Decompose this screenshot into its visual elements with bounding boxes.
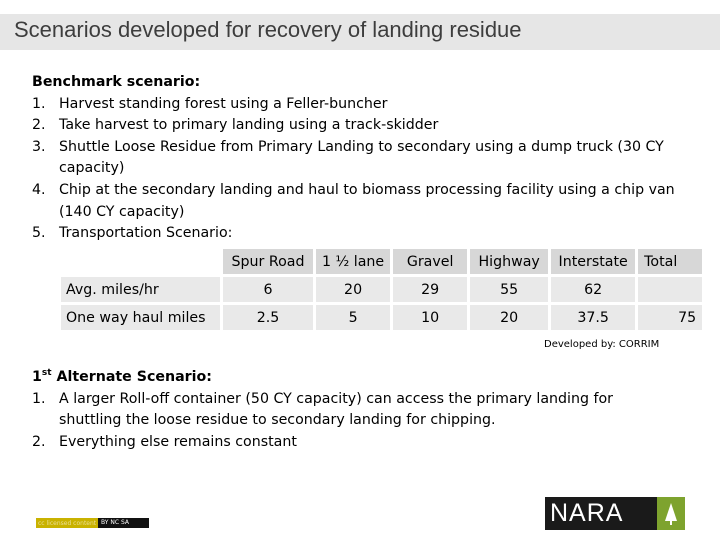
list-item — [32, 432, 672, 454]
license-terms: BY NC SA — [98, 518, 149, 528]
list-number: 4. — [32, 181, 46, 198]
list-number: 2. — [32, 117, 46, 134]
nara-logo — [545, 497, 685, 530]
column-header: Interstate — [551, 249, 635, 274]
table-cell: 29 — [393, 277, 467, 302]
list-item — [32, 137, 692, 180]
list-number: 2. — [32, 433, 46, 450]
list-text: Transportation Scenario: — [59, 225, 233, 242]
tree-icon — [657, 497, 685, 530]
list-text: Shuttle Loose Residue from Primary Landing to secondary using a dump truck (30 CY capacity) — [59, 138, 664, 177]
column-header: 1 ½ lane — [316, 249, 390, 274]
row-label: Avg. miles/hr — [61, 277, 220, 302]
benchmark-section — [32, 72, 692, 245]
row-label: One way haul miles — [61, 305, 220, 330]
table-corner — [61, 249, 220, 274]
benchmark-steps — [32, 94, 692, 245]
logo-wordmark: NARA — [545, 497, 657, 530]
table-cell: 20 — [470, 305, 548, 330]
table-cell: 75 — [638, 305, 702, 330]
list-text: Harvest standing forest using a Feller-buncher — [59, 95, 388, 112]
list-text: Everything else remains constant — [59, 433, 297, 450]
table-cell: 55 — [470, 277, 548, 302]
table-cell: 37.5 — [551, 305, 635, 330]
alternate-section — [32, 367, 672, 453]
list-number: 1. — [32, 390, 46, 407]
credit-note: Developed by: CORRIM — [544, 339, 660, 350]
list-number: 3. — [32, 138, 46, 155]
table-cell: 10 — [393, 305, 467, 330]
transport-table — [58, 246, 705, 333]
column-header: Spur Road — [223, 249, 313, 274]
list-item — [32, 94, 692, 116]
table-cell: 2.5 — [223, 305, 313, 330]
column-header: Total — [638, 249, 702, 274]
column-header: Highway — [470, 249, 548, 274]
table-cell — [638, 277, 702, 302]
heading-prefix: 1 — [32, 369, 42, 385]
alternate-steps — [32, 389, 672, 454]
slide-title: Scenarios developed for recovery of landing residue — [14, 17, 522, 42]
list-text: Chip at the secondary landing and haul to biomass processing facility using a chip van (140 CY capacity) — [59, 181, 675, 220]
list-number: 5. — [32, 225, 46, 242]
heading-superscript: st — [41, 368, 52, 378]
heading-rest: Alternate Scenario: — [51, 369, 212, 385]
table-row — [61, 277, 702, 302]
list-text: A larger Roll-off container (50 CY capacity) can access the primary landing for shuttling the loose residue to secondary landing for chipping. — [59, 390, 613, 429]
table-row — [61, 305, 702, 330]
table-cell: 6 — [223, 277, 313, 302]
license-text: cc licensed content — [38, 519, 97, 527]
column-header: Gravel — [393, 249, 467, 274]
list-item — [32, 389, 672, 432]
alternate-heading — [32, 367, 672, 389]
table-cell: 5 — [316, 305, 390, 330]
list-number: 1. — [32, 95, 46, 112]
license-badge[interactable] — [36, 518, 149, 528]
table-cell: 20 — [316, 277, 390, 302]
list-item — [32, 115, 692, 137]
table-cell: 62 — [551, 277, 635, 302]
benchmark-heading: Benchmark scenario: — [32, 74, 201, 90]
list-item — [32, 223, 692, 245]
list-text: Take harvest to primary landing using a track-skidder — [59, 117, 439, 134]
list-item — [32, 180, 692, 223]
table-header-row — [61, 249, 702, 274]
